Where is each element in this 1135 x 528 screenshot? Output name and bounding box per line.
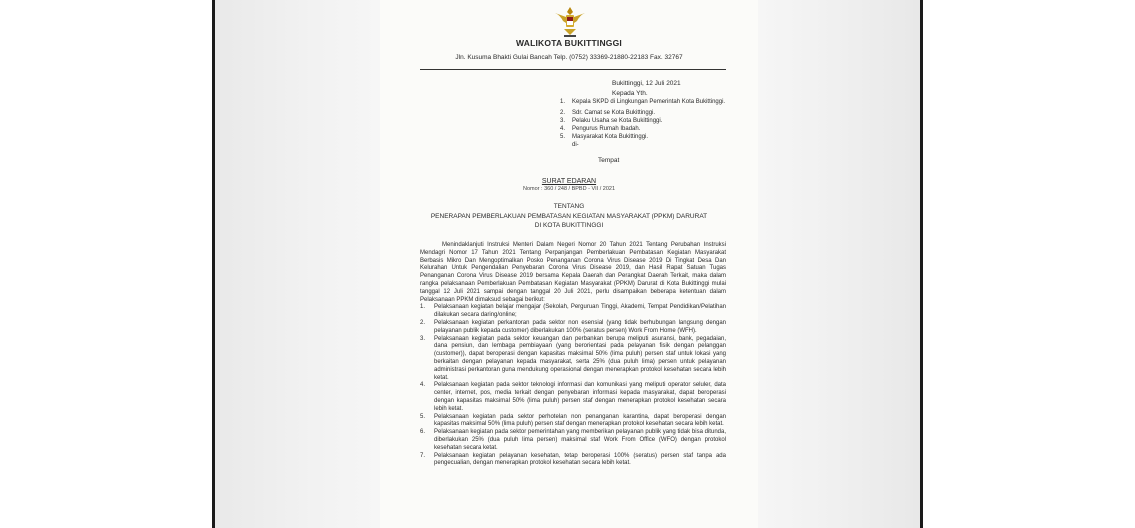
list-item: 7. Pelaksanaan kegiatan pelayanan kesehatan, tetap beroperasi 100% (seratus) persen staf tanpa ada pengecualian, dengan menerapkan protokol kesehatan secara lebih ketat.	[420, 452, 726, 467]
letter-date: Bukittinggi, 12 Juli 2021	[612, 80, 681, 87]
letterhead-divider	[420, 69, 726, 70]
subject-title	[380, 212, 758, 230]
right-border-bar	[920, 0, 923, 528]
list-item: 4. Pelaksanaan kegiatan pada sektor teknologi informasi dan komunikasi yang meliputi operator seluler, data center, internet, pos, media terkait dengan penyebaran informasi kepada masyarakat, dapat beroperasi dengan kapasitas maksimal 50% (lima puluh) persen staf dengan menerapkan protokol kesehatan secara lebih ketat.	[420, 382, 726, 412]
garuda-emblem-icon	[552, 5, 588, 39]
letterhead-title: WALIKOTA BUKITTINGGI	[516, 38, 622, 48]
recipient-item: 2. Sdr. Camat se Kota Bukittinggi.	[560, 110, 656, 116]
recipient-place: Tempat	[598, 157, 620, 164]
subject-label: TENTANG	[553, 203, 585, 210]
recipient-item: 4. Pengurus Rumah Ibadah.	[560, 126, 641, 132]
recipient-list	[560, 98, 740, 149]
recipient-di: di-	[572, 142, 579, 148]
letter-page	[380, 0, 758, 528]
provision-list	[420, 304, 726, 468]
subject-line: DI KOTA BUKITTINGGI	[534, 222, 604, 229]
letter-body	[420, 242, 726, 468]
recipient-item: 1. Kepala SKPD di Lingkungan Pemerintah Kota Bukittinggi.	[560, 99, 726, 105]
intro-paragraph: Menindaklanjuti Instruksi Menteri Dalam Negeri Nomor 20 Tahun 2021 Tentang Perubahan Instruksi Mendagri Nomor 17 Tahun 2021 Tentang Perpanjangan Pemberlakuan Pembatasan Kegiatan Masyarakat Berbasis Mikro Dan Mengoptimalkan Posko Penanganan Corona Virus Disease 2019 Di Tingkat Desa Dan Kelurahan Untuk Pengendalian Penyebaran Corona Virus Disease 2019, dan Hasil Rapat Satuan Tugas Penanganan Corona Virus Disease 2019 bersama Kepala Daerah dan Perangkat Daerah Terkait, maka dalam rangka pelaksanaan Pemberlakuan Pembatasan Kegiatan Masyarakat (PPKM) Darurat di Kota Bukittinggi mulai tanggal 12 Juli 2021 sampai dengan tanggal 20 Juli 2021, perlu disampaikan beberapa ketentuan dalam Pelaksanaan PPKM dimaksud sebagai berikut:	[420, 242, 726, 303]
right-blur-background	[758, 0, 920, 528]
addressee-label: Kepada Yth.	[612, 90, 648, 97]
list-item: 1. Pelaksanaan kegiatan belajar mengajar (Sekolah, Perguruan Tinggi, Akademi, Tempat Pendidikan/Pelatihan dilakukan secara daring/online;	[420, 304, 726, 319]
list-item: 2. Pelaksanaan kegiatan perkantoran pada sektor non esensial (yang tidak berhubungan langsung dengan pelayanan publik kepada customer) diberlakukan 100% (seratus persen) Work From Home (WFH).	[420, 319, 726, 334]
recipient-item: 5. Masyarakat Kota Bukittinggi.	[560, 134, 649, 140]
subject-line: PENERAPAN PEMBERLAKUAN PEMBATASAN KEGIATAN MASYARAKAT (PPKM) DARURAT	[430, 213, 708, 220]
recipient-item: 3. Pelaku Usaha se Kota Bukittinggi.	[560, 118, 663, 124]
list-item: 3. Pelaksanaan kegiatan pada sektor keuangan dan perbankan berupa meliputi asuransi, bank, pegadaian, dana pensiun, dan lembaga pembiayaan (yang berorientasi pada pelayanan fisik dengan pelanggan (customer)), dapat beroperasi dengan kapasitas maksimal 50% (lima puluh) persen staf untuk lokasi yang berkaitan dengan pelayanan kepada masyarakat, serta 25% (dua puluh lima) persen untuk pelayanan administrasi perkantoran guna mendukung operasional dengan menerapkan protokol kesehatan secara lebih ketat.	[420, 335, 726, 381]
letterhead-address: Jln. Kusuma Bhakti Gulai Bancah Telp. (0752) 33369-21880-22183 Fax. 32767	[455, 54, 683, 61]
document-number: Nomor : 360 / 248 / BPBD - VII / 2021	[522, 186, 616, 192]
list-item: 5. Pelaksanaan kegiatan pada sektor perhotelan non penanganan karantina, dapat beroperasi dengan kapasitas maksimal 50% (lima puluh) persen staf dengan menerapkan protokol kesehatan secara lebih ketat.	[420, 413, 726, 428]
left-blur-background	[215, 0, 380, 528]
list-item: 6. Pelaksanaan kegiatan pada sektor pemerintahan yang memberikan pelayanan publik yang tidak bisa ditunda, diberlakukan 25% (dua puluh lima persen) maksimal staf Work From Office (WFO) dengan protokol kesehatan secara ketat.	[420, 429, 726, 451]
document-type-heading: SURAT EDARAN	[541, 178, 597, 185]
